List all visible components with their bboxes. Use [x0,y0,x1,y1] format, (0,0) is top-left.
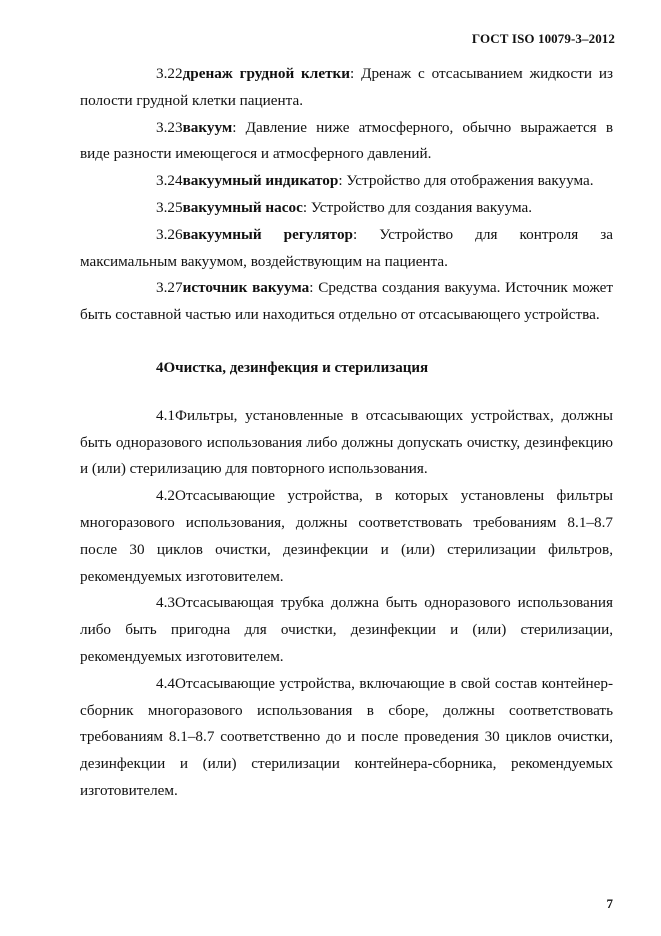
definition-3-27 [80,275,613,329]
clause-number: 4.2 [156,487,175,505]
definition-number: 3.24 [156,172,183,190]
section-title: Очистка, дезинфекция и стерилизация [163,359,429,376]
definition-text: : Устройство для контроля за максимальным вакуумом, воздействующим на пациента. [80,225,613,270]
definition-number: 3.23 [156,118,183,136]
definition-3-24 [80,168,613,195]
definition-number: 3.25 [156,198,183,216]
definition-3-25 [80,195,613,222]
section-number: 4 [156,359,164,376]
definition-term: вакуумный насос [182,198,303,216]
clause-text: Отсасывающие устройства, включающие в свой состав контейнер-сборник многоразового использования в сборе, должны соответствовать требованиям 8.1–8.7 соответственно до и после проведения 30 циклов очистки, дезинфекции и (или) стерилизации контейнера-сборника, рекомендуемых изготовителем. [80,674,613,799]
definition-3-22 [80,61,613,115]
clause-text: Отсасывающая трубка должна быть одноразового использования либо быть пригодна для очистки, дезинфекции и (или) стерилизации, рекомендуемых изготовителем. [80,594,613,665]
clause-number: 4.1 [156,406,175,424]
definition-text: : Дренаж с отсасыванием жидкости из полости грудной клетки пациента. [80,65,613,109]
clause-4-1 [80,403,613,483]
definition-3-26 [80,222,613,276]
definition-3-23 [80,115,613,169]
definition-term: дренаж грудной клетки [182,65,351,82]
page-content [80,61,613,805]
definition-text: : Давление ниже атмосферного, обычно выражается в виде разности имеющегося и атмосферного давлений. [80,118,613,163]
definition-text: : Устройство для создания вакуума. [302,198,533,216]
clause-number: 4.4 [156,674,175,692]
definition-number: 3.22 [156,65,183,82]
section-heading [80,355,613,382]
definition-text: : Средства создания вакуума. Источник может быть составной частью или находиться отдельно от отсасывающего устройства. [80,279,613,324]
definition-term: вакуум [182,118,233,136]
definition-term: вакуумный регулятор [182,225,353,243]
clause-text: Фильтры, установленные в отсасывающих устройствах, должны быть одноразового использования либо должны допускать очистку, дезинфекцию и (или) стерилизацию для повторного использования. [80,406,613,478]
definition-term: вакуумный индикатор [182,172,339,190]
definition-term: источник вакуума [182,279,310,297]
definition-number: 3.27 [156,279,183,297]
definition-text: : Устройство для отображения вакуума. [338,172,594,190]
page-number: 7 [606,896,613,911]
clause-4-3 [80,590,613,670]
clause-text: Отсасывающие устройства, в которых установлены фильтры многоразового использования, должны соответствовать требованиям 8.1–8.7 после 30 циклов очистки, дезинфекции и (или) стерилизации фильтров, рекомендуемых изготовителем. [80,487,613,585]
clause-number: 4.3 [156,594,175,612]
clause-4-4 [80,671,613,805]
clause-4-2 [80,483,613,590]
definition-number: 3.26 [156,225,183,243]
standard-header: ГОСТ ISO 10079-3–2012 [471,31,615,46]
